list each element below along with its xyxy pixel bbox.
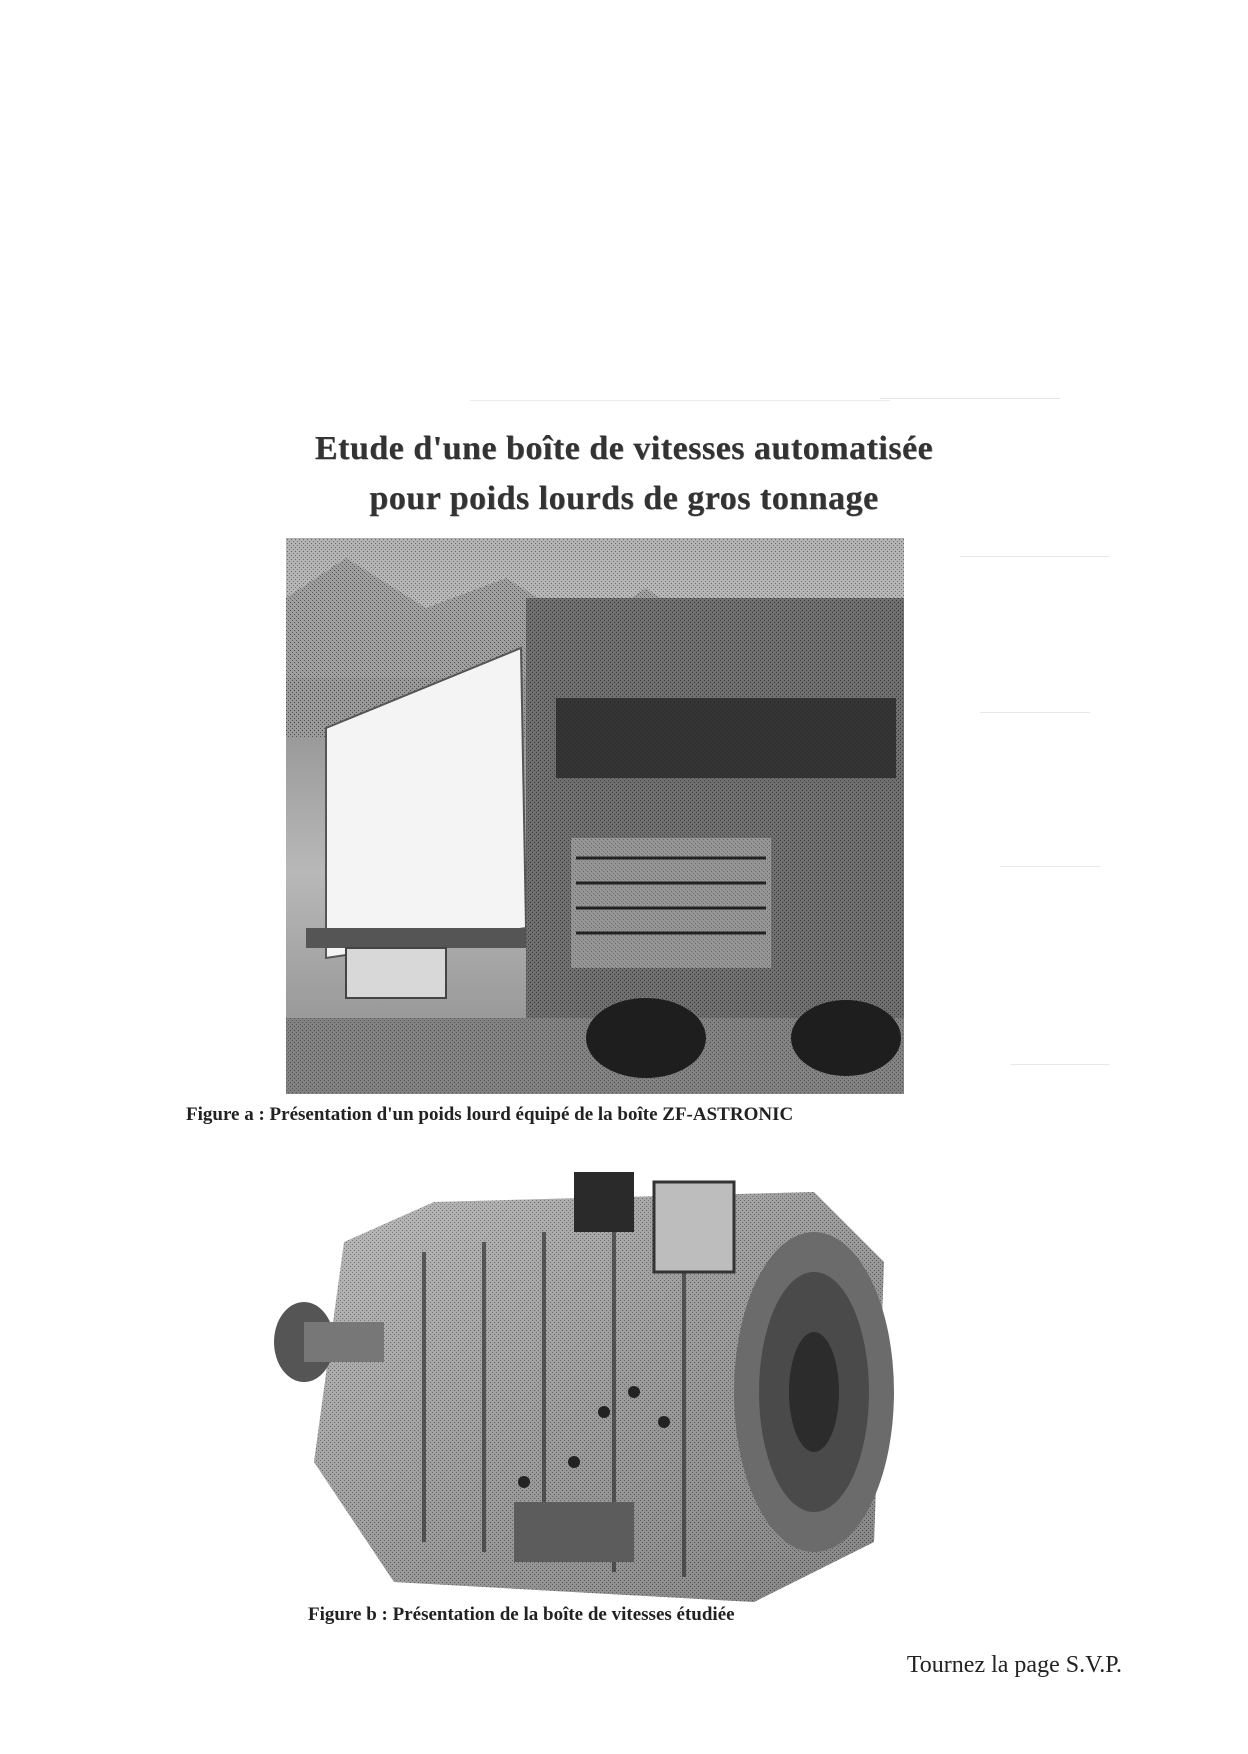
title-line-1: Etude d'une boîte de vitesses automatisée xyxy=(314,430,934,467)
truck-photo xyxy=(286,538,904,1094)
scan-noise xyxy=(1010,1064,1110,1065)
gearbox-photo-image xyxy=(274,1162,898,1614)
scan-noise xyxy=(470,400,890,401)
figure-b-caption: Figure b : Présentation de la boîte de vitesses étudiée xyxy=(308,1604,735,1625)
page-turn-note: Tournez la page S.V.P. xyxy=(906,1652,1122,1678)
gearbox-photo xyxy=(274,1162,898,1614)
figure-a-caption: Figure a : Présentation d'un poids lourd équipé de la boîte ZF-ASTRONIC xyxy=(186,1104,794,1125)
scan-noise xyxy=(980,712,1090,713)
document-title xyxy=(0,424,1248,524)
scan-noise xyxy=(880,398,1060,399)
scan-noise xyxy=(960,556,1110,557)
scan-noise xyxy=(1000,866,1100,867)
title-line-2: pour poids lourds de gros tonnage xyxy=(369,480,879,517)
truck-photo-image xyxy=(286,538,904,1094)
